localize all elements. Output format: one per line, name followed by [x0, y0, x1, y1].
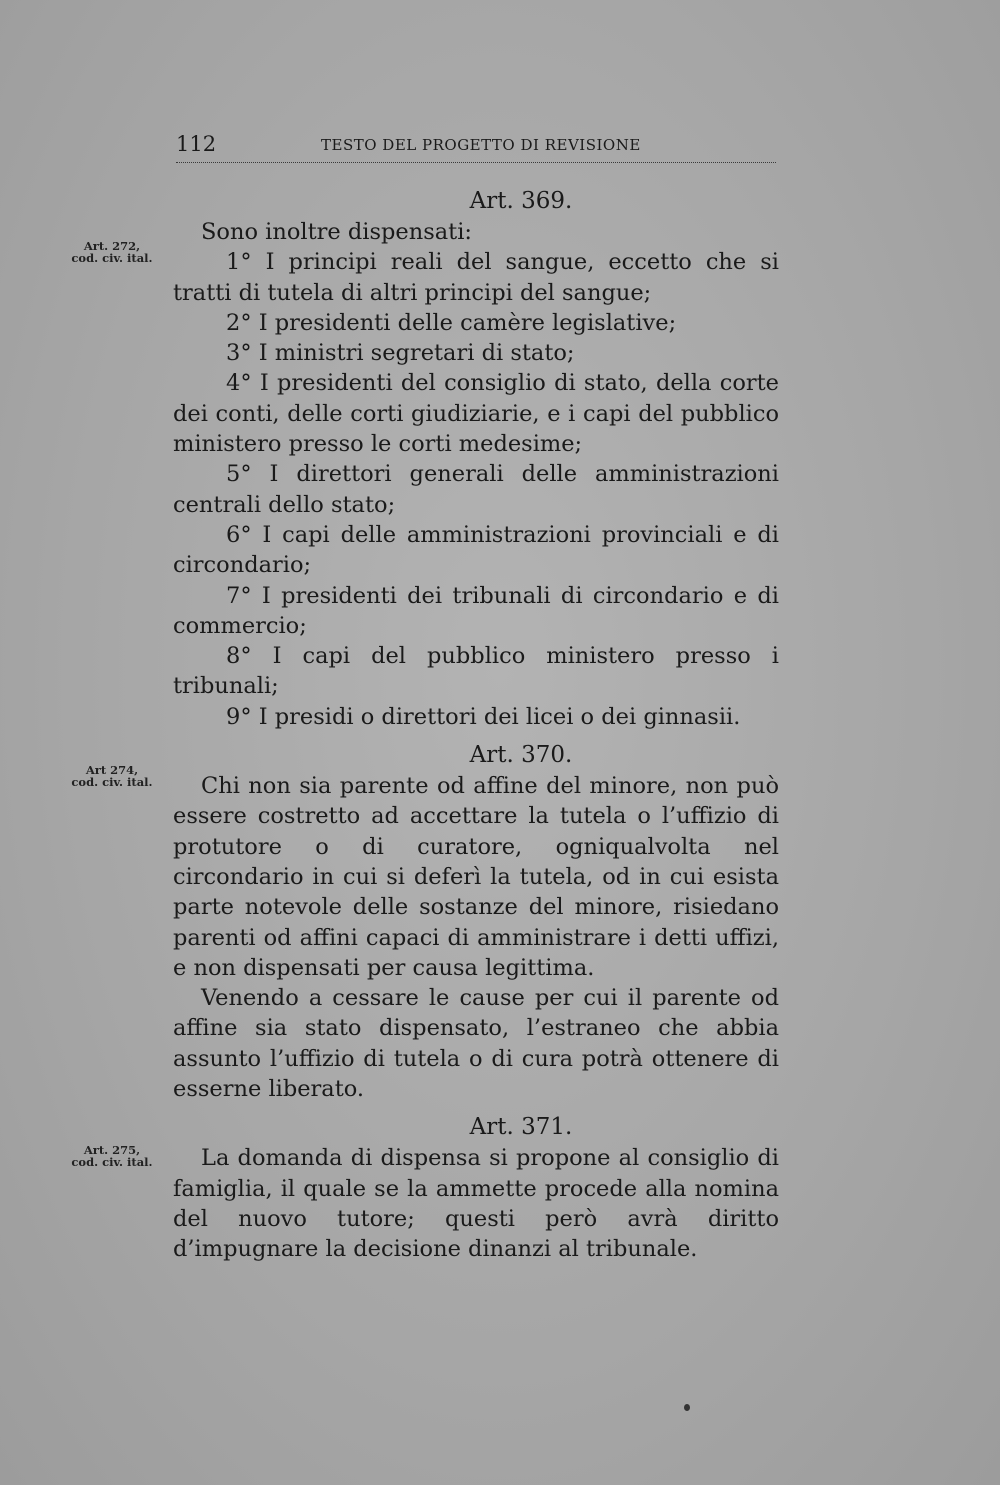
article-heading-370: Art. 370. [469, 742, 573, 769]
margin-note-line: cod. civ. ital. [71, 1155, 153, 1169]
list-item: 8° I capi del pubblico ministero presso i tribunali; [173, 643, 779, 700]
running-title: TESTO DEL PROGETTO DI REVISIONE [321, 136, 641, 154]
article-paragraph: La domanda di dispensa si propone al consiglio di famiglia, il quale se la ammette procede alla nomina del nuovo tutore; questi però avrà diritto d’impugnare la decisione dinanzi al tribunale. [173, 1145, 779, 1263]
article-paragraph: Sono inoltre dispensati: [201, 219, 472, 245]
article-paragraph: Venendo a cessare le cause per cui il parente od affine sia stato dispensato, l’estraneo che abbia assunto l’uffizio di tutela o di cura potrà ottenere di esserne liberato. [173, 985, 779, 1103]
margin-note-line: Art. 272, [83, 239, 141, 253]
article-heading-369: Art. 369. [469, 188, 573, 214]
list-item: 2° I presidenti delle camère legislative; [226, 309, 677, 336]
margin-note-art-371 [62, 1144, 162, 1168]
margin-note-art-370 [62, 764, 162, 788]
margin-note-line: cod. civ. ital. [71, 251, 153, 265]
margin-note-line: Art 274, [85, 763, 139, 777]
text-column [173, 186, 779, 1265]
list-item: 5° I direttori generali delle amministrazioni centrali dello stato; [173, 461, 779, 518]
running-header [176, 130, 776, 163]
article-paragraph: Chi non sia parente od affine del minore, non può essere costretto ad accettare la tutela o l’uffizio di protutore o di curatore, ogniqualvolta nel circondario in cui si deferì la tutela, od in cui esista parte notevole delle sostanze del minore, risiedano parenti od affini capaci di amministrare i detti uffizi, e non dispensati per causa legittima. [173, 773, 779, 981]
list-item: 9° I presidi o direttori dei licei o dei ginnasii. [226, 703, 741, 730]
ink-speck [684, 1404, 690, 1411]
list-item: 3° I ministri segretari di stato; [226, 340, 575, 367]
list-item: 4° I presidenti del consiglio di stato, della corte dei conti, delle corti giudiziarie, e i capi del pubblico ministero presso le corti medesime; [173, 370, 779, 458]
margin-note-line: Art. 275, [83, 1143, 141, 1157]
list-item: 6° I capi delle amministrazioni provinciali e di circondario; [173, 521, 779, 579]
article-heading-371: Art. 371. [469, 1114, 573, 1141]
margin-note-art-369 [62, 240, 162, 264]
margin-note-line: cod. civ. ital. [71, 775, 153, 789]
list-item: 1° I principi reali del sangue, eccetto che si tratti di tutela di altri principi del sangue; [173, 249, 779, 306]
page-number: 112 [176, 132, 217, 156]
list-item: 7° I presidenti dei tribunali di circondario e di commercio; [173, 582, 779, 639]
